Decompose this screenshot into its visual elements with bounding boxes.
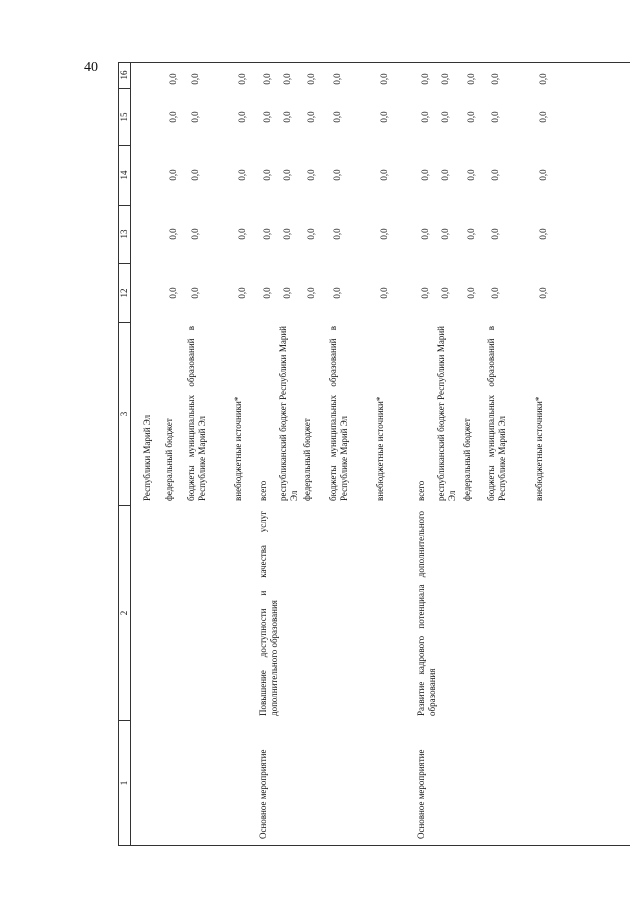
value-cell: 0,0 — [282, 228, 292, 240]
value-cell: 0,0 — [282, 110, 292, 123]
value-cell: 0,0 — [168, 228, 178, 240]
rule-line — [118, 145, 130, 146]
rule-line — [118, 505, 130, 506]
column-header-13: 13 — [119, 229, 129, 239]
value-cell: 0,0 — [379, 73, 389, 85]
funding-source-label: внебюджетные источники* — [534, 396, 544, 501]
value-cell: 0,0 — [538, 73, 548, 85]
value-cell: 0,0 — [262, 110, 272, 123]
value-cell: 0,0 — [440, 286, 450, 299]
value-cell: 0,0 — [190, 73, 200, 85]
funding-source-label: республиканский бюджет Республики Марий Эл — [436, 326, 457, 501]
value-cell: 0,0 — [168, 73, 178, 85]
value-cell: 0,0 — [379, 169, 389, 181]
value-cell: 0,0 — [440, 73, 450, 85]
funding-source-label: бюджеты муниципальных образований в Республике Марий Эл — [186, 326, 207, 501]
rule-line — [118, 205, 130, 206]
column-header-1: 1 — [119, 780, 129, 785]
value-cell: 0,0 — [237, 228, 247, 240]
value-cell: 0,0 — [440, 169, 450, 181]
value-cell: 0,0 — [168, 286, 178, 299]
value-cell: 0,0 — [262, 73, 272, 85]
value-cell: 0,0 — [466, 73, 476, 85]
value-cell: 0,0 — [490, 228, 500, 240]
value-cell: 0,0 — [190, 228, 200, 240]
value-cell: 0,0 — [306, 169, 316, 181]
funding-source-label: федеральный бюджет — [302, 418, 312, 501]
value-cell: 0,0 — [332, 73, 342, 85]
rule-line — [118, 88, 130, 89]
funding-source-label: Республики Марий Эл — [142, 414, 152, 501]
value-cell: 0,0 — [379, 228, 389, 240]
rule-line — [118, 720, 130, 721]
value-cell: 0,0 — [379, 110, 389, 123]
value-cell: 0,0 — [332, 169, 342, 181]
column-header-3: 3 — [119, 411, 129, 416]
value-cell: 0,0 — [168, 169, 178, 181]
activity-name: Развитие кадрового потенциала дополнительного образования — [416, 511, 437, 716]
value-cell: 0,0 — [190, 286, 200, 299]
value-cell: 0,0 — [490, 169, 500, 181]
funding-source-label: всего — [416, 480, 426, 501]
funding-source-label: всего — [258, 480, 268, 501]
rule-line — [118, 845, 630, 846]
value-cell: 0,0 — [466, 110, 476, 123]
activity-type-label: Основное мероприятие — [416, 749, 426, 839]
value-cell: 0,0 — [190, 110, 200, 123]
value-cell: 0,0 — [237, 110, 247, 123]
column-header-12: 12 — [119, 288, 129, 297]
value-cell: 0,0 — [282, 169, 292, 181]
value-cell: 0,0 — [420, 169, 430, 181]
rule-line — [118, 263, 130, 264]
value-cell: 0,0 — [466, 169, 476, 181]
value-cell: 0,0 — [440, 228, 450, 240]
value-cell: 0,0 — [306, 110, 316, 123]
column-header-2: 2 — [119, 610, 129, 615]
funding-source-label: внебюджетные источники* — [375, 396, 385, 501]
value-cell: 0,0 — [538, 228, 548, 240]
value-cell: 0,0 — [306, 228, 316, 240]
value-cell: 0,0 — [262, 169, 272, 181]
value-cell: 0,0 — [420, 228, 430, 240]
value-cell: 0,0 — [282, 286, 292, 299]
value-cell: 0,0 — [490, 286, 500, 299]
value-cell: 0,0 — [262, 228, 272, 240]
value-cell: 0,0 — [490, 110, 500, 123]
value-cell: 0,0 — [190, 169, 200, 181]
value-cell: 0,0 — [306, 286, 316, 299]
value-cell: 0,0 — [490, 73, 500, 85]
column-header-15: 15 — [119, 112, 129, 121]
funding-source-label: республиканский бюджет Республики Марий Эл — [278, 326, 299, 501]
value-cell: 0,0 — [538, 169, 548, 181]
funding-source-label: бюджеты муниципальных образований в Республике Марий Эл — [328, 326, 349, 501]
rule-line — [118, 62, 630, 63]
activity-type-label: Основное мероприятие — [258, 749, 268, 839]
value-cell: 0,0 — [306, 73, 316, 85]
value-cell: 0,0 — [420, 110, 430, 123]
value-cell: 0,0 — [262, 286, 272, 299]
funding-source-label: федеральный бюджет — [462, 418, 472, 501]
funding-source-label: бюджеты муниципальных образований в Республике Марий Эл — [486, 326, 507, 501]
value-cell: 0,0 — [237, 73, 247, 85]
value-cell: 0,0 — [538, 110, 548, 123]
value-cell: 0,0 — [379, 286, 389, 299]
value-cell: 0,0 — [466, 286, 476, 299]
value-cell: 0,0 — [237, 169, 247, 181]
value-cell: 0,0 — [332, 228, 342, 240]
value-cell: 0,0 — [420, 73, 430, 85]
page-number: 40 — [84, 60, 98, 75]
value-cell: 0,0 — [420, 286, 430, 299]
funding-source-label: федеральный бюджет — [164, 418, 174, 501]
column-header-14: 14 — [119, 170, 129, 180]
funding-source-label: внебюджетные источники* — [233, 396, 243, 501]
value-cell: 0,0 — [332, 110, 342, 123]
budget-table — [118, 62, 630, 847]
value-cell: 0,0 — [282, 73, 292, 85]
value-cell: 0,0 — [332, 286, 342, 299]
value-cell: 0,0 — [440, 110, 450, 123]
column-header-16: 16 — [119, 70, 129, 80]
value-cell: 0,0 — [168, 110, 178, 123]
value-cell: 0,0 — [466, 228, 476, 240]
rule-line — [130, 62, 131, 845]
rule-line — [118, 322, 130, 323]
value-cell: 0,0 — [237, 286, 247, 299]
activity-name: Повышение доступности и качества услуг дополнительного образования — [258, 511, 279, 716]
value-cell: 0,0 — [538, 286, 548, 299]
